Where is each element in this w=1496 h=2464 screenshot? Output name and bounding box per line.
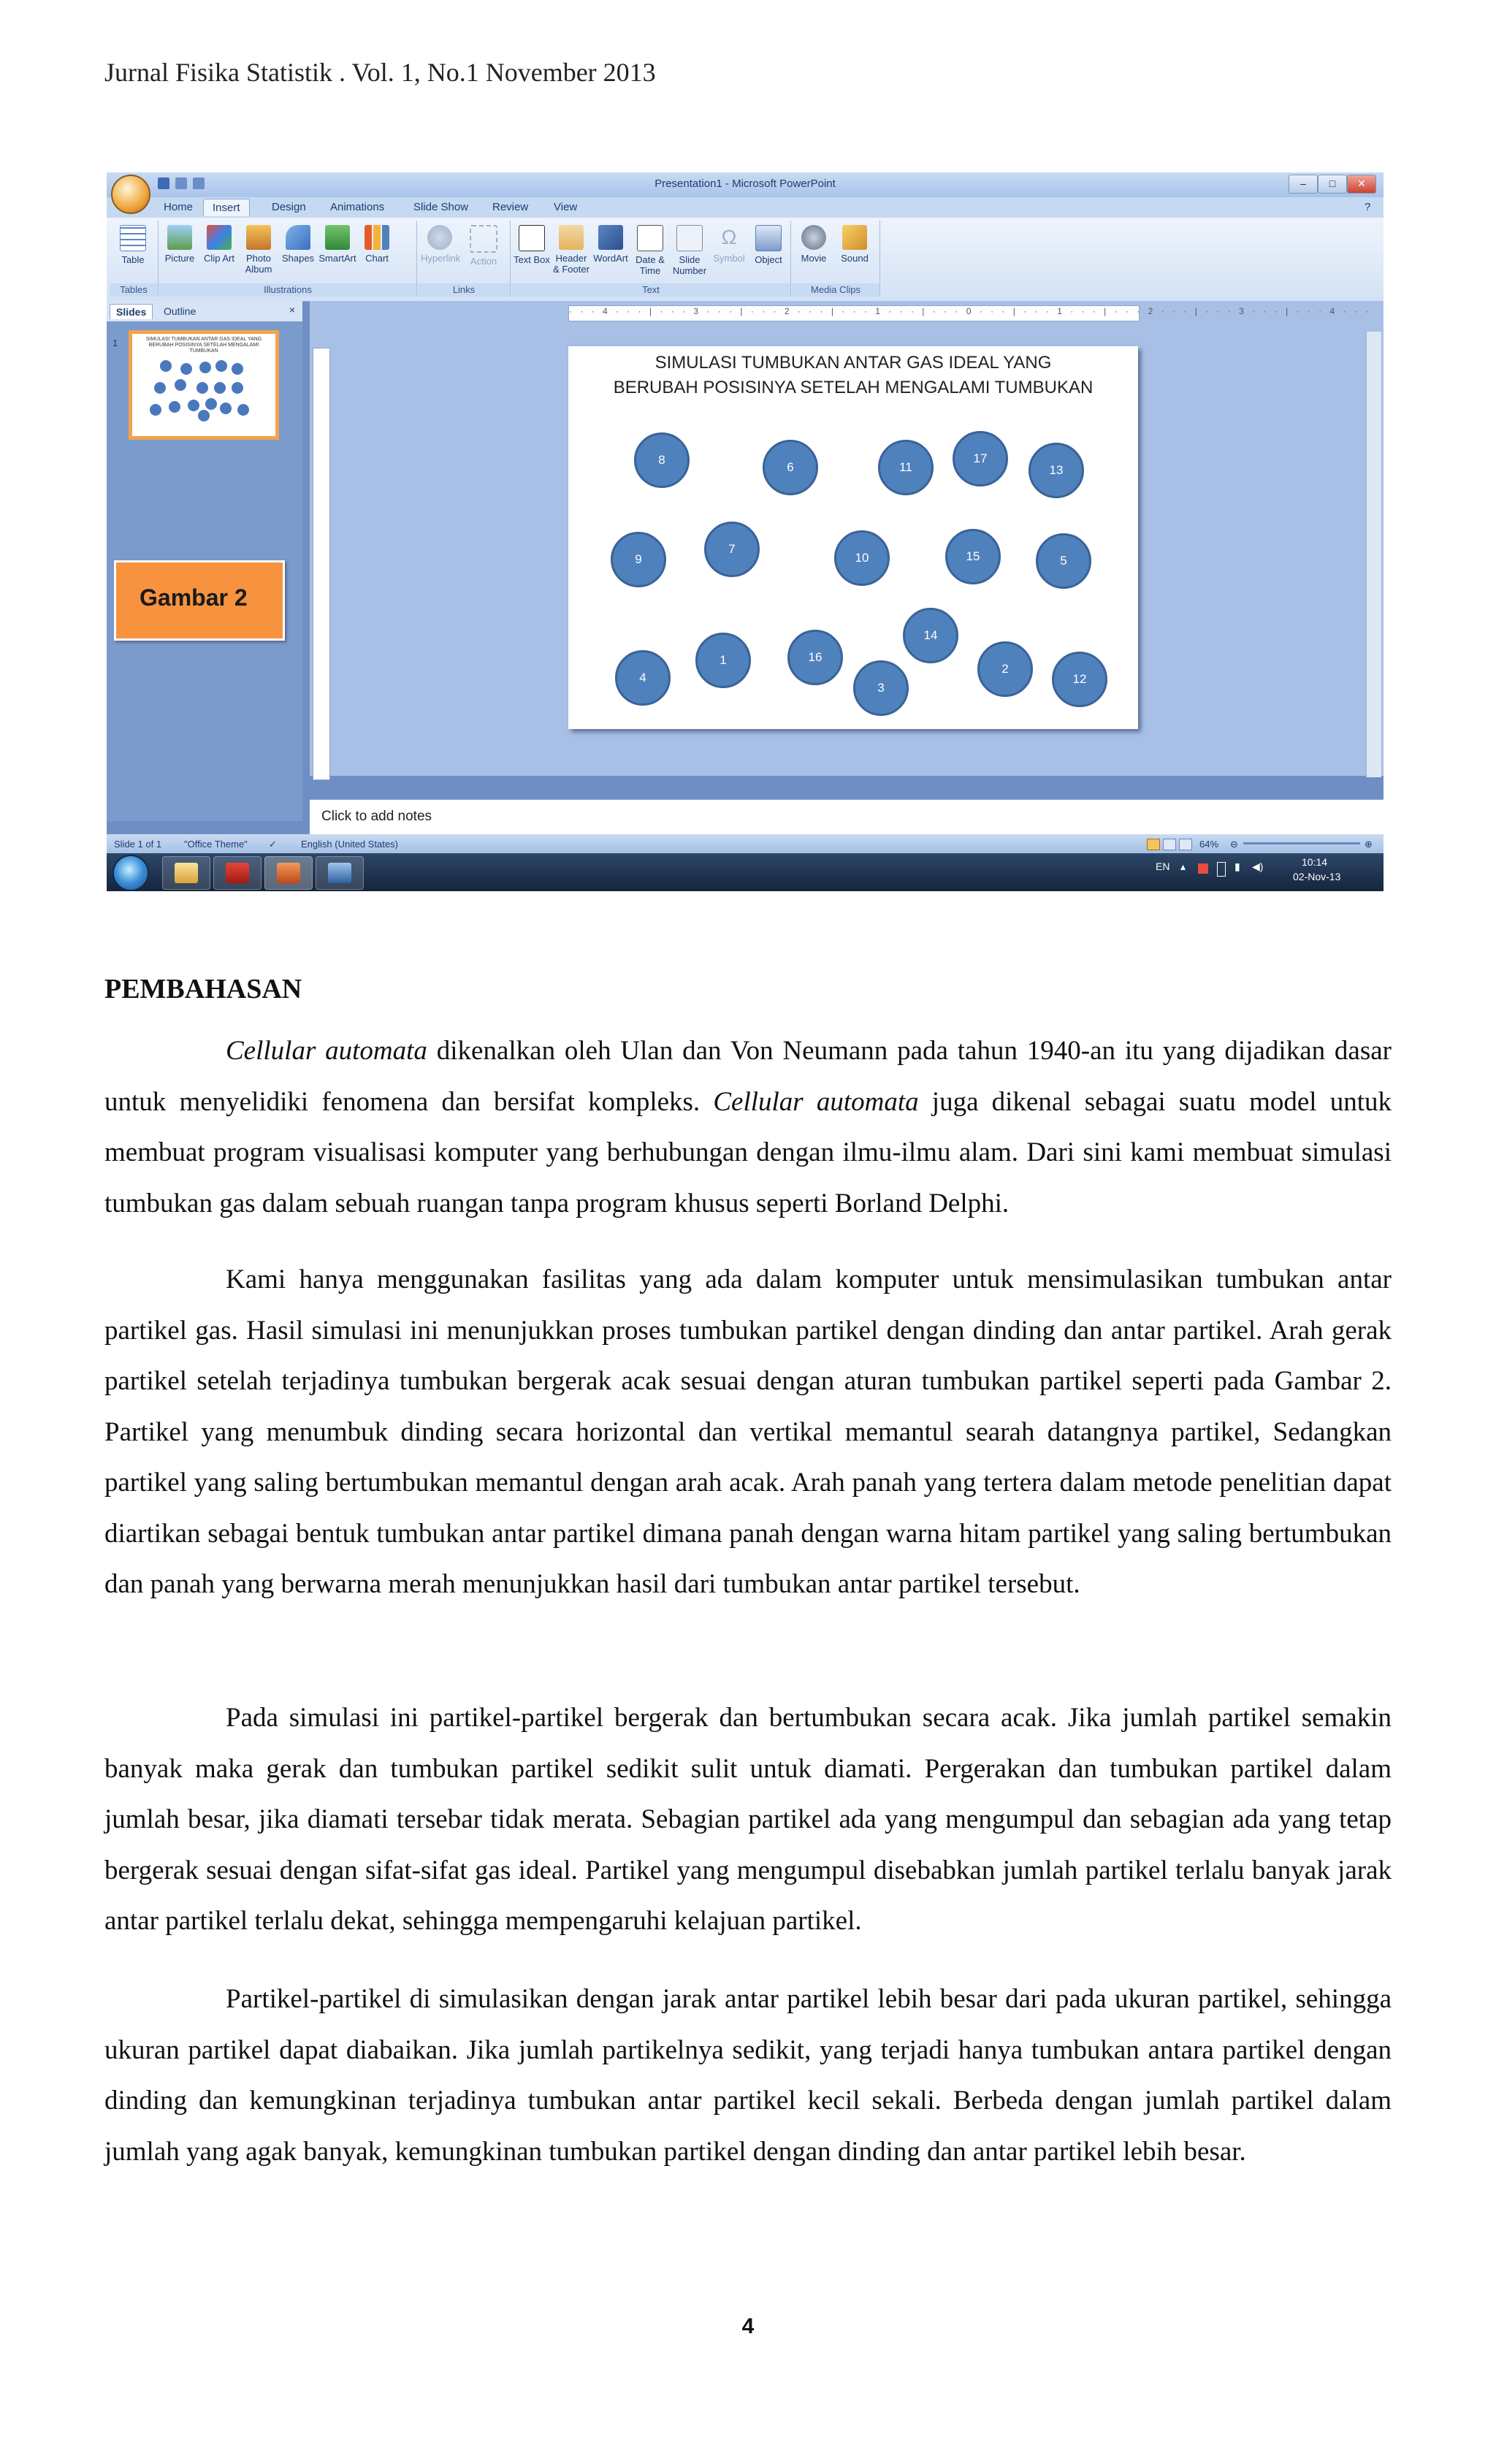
- particle[interactable]: 14: [903, 608, 958, 663]
- thumbnail-particle: [150, 404, 161, 416]
- movie-button[interactable]: Movie: [795, 225, 833, 264]
- tray-network-icon[interactable]: ▮: [1234, 861, 1240, 872]
- smartart-button[interactable]: SmartArt: [318, 225, 356, 264]
- particle[interactable]: 9: [611, 532, 666, 587]
- folder-icon: [175, 863, 198, 883]
- particle[interactable]: 7: [704, 522, 760, 577]
- paragraph-text: Kami hanya menggunakan fasilitas yang ada dalam komputer untuk mensimulasikan tumbukan antar partikel gas. Hasil simulasi ini menunjukkan proses tumbukan partikel dengan dinding dan antar partikel. Arah gerak partikel setelah terjadinya tumbukan bergerak acak sesuai dengan aturan tumbukan partikel seperti pada Gambar 2. Partikel yang menumbuk dinding secara horizontal dan vertikal memantul searah datangnya partikel, Sedangkan partikel yang saling bertumbukan memantul dengan arah acak. Arah panah yang tertera dalam metode penelitian dapat diartikan sebagai bentuk tumbukan antar partikel dimana panah dengan warna hitam partikel yang saling bertumbukan dan panah yang berwarna merah menunjukkan hasil dari tumbukan antar partikel tersebut.: [104, 1265, 1392, 1599]
- particle[interactable]: 12: [1052, 652, 1107, 707]
- tab-view[interactable]: View: [554, 201, 578, 213]
- italic-term: Cellular automata: [226, 1036, 427, 1066]
- ribbon-group-illustrations: [159, 221, 417, 297]
- object-button[interactable]: Object: [749, 225, 787, 265]
- slides-pane: [107, 301, 302, 821]
- calendar-icon: [637, 225, 663, 251]
- paragraph: [104, 1974, 1392, 2177]
- taskbar-explorer[interactable]: [162, 856, 210, 890]
- gambar-label-box: [114, 560, 285, 641]
- powerpoint-icon: [277, 863, 300, 883]
- zoom-level[interactable]: 64%: [1199, 839, 1219, 850]
- picture-button[interactable]: Picture: [161, 225, 199, 264]
- tray-date[interactable]: 02-Nov-13: [1293, 871, 1341, 882]
- particle[interactable]: 5: [1036, 533, 1091, 589]
- ribbon: [107, 218, 1384, 302]
- zoom-in-button[interactable]: ⊕: [1365, 839, 1373, 850]
- paragraph: [104, 1026, 1392, 1229]
- taskbar-powerpoint[interactable]: [264, 856, 313, 890]
- help-icon[interactable]: ?: [1365, 201, 1371, 213]
- horizontal-ruler: · · · 4 · · · | · · · 3 · · · | · · · 2 · · · | · · · 1 · · · | · · · 0 · · · | · · · 1 · · · | · · · 2 · · · | · · · 3 · · · | · · · 4 · · ·: [568, 305, 1140, 321]
- tab-slide-show[interactable]: Slide Show: [413, 201, 469, 213]
- language-indicator[interactable]: English (United States): [301, 839, 398, 850]
- window-titlebar: [107, 172, 1384, 197]
- wordart-button[interactable]: WordArt: [592, 225, 630, 264]
- thumbnail-number: 1: [112, 337, 118, 348]
- italic-term: Cellular automata: [713, 1086, 919, 1117]
- tab-design[interactable]: Design: [272, 201, 306, 213]
- thumbnail-particle: [196, 382, 208, 394]
- tray-flag-icon[interactable]: [1198, 863, 1208, 874]
- object-icon: [755, 225, 782, 251]
- particle[interactable]: 13: [1028, 443, 1084, 498]
- view-normal-button[interactable]: [1147, 839, 1160, 850]
- close-button[interactable]: ✕: [1347, 175, 1376, 194]
- thumbnail-particle: [160, 360, 172, 372]
- sound-button[interactable]: Sound: [836, 225, 874, 264]
- group-label: Text: [511, 283, 790, 297]
- movie-icon: [801, 225, 826, 250]
- table-button[interactable]: Table: [114, 225, 152, 265]
- window-title: Presentation1 - Microsoft PowerPoint: [654, 178, 836, 190]
- particle[interactable]: 16: [787, 630, 843, 685]
- thumbnail-particle: [215, 360, 227, 372]
- thumbnail-particle: [169, 401, 180, 413]
- notes-placeholder: Click to add notes: [321, 809, 432, 824]
- view-sorter-button[interactable]: [1163, 839, 1176, 850]
- office-button[interactable]: [111, 175, 150, 214]
- shapes-icon: [286, 225, 310, 250]
- tab-insert[interactable]: Insert: [203, 199, 250, 216]
- smartart-icon: [325, 225, 350, 250]
- windows-taskbar: [107, 853, 1384, 891]
- hyperlink-button[interactable]: Hyperlink: [421, 225, 459, 264]
- action-icon: [470, 225, 497, 253]
- group-label: Links: [418, 283, 510, 297]
- slide-counter: Slide 1 of 1: [114, 839, 162, 850]
- particle[interactable]: 4: [615, 650, 671, 706]
- powerpoint-screenshot-figure: [107, 172, 1384, 891]
- pdf-icon: [226, 863, 249, 883]
- tab-animations[interactable]: Animations: [330, 201, 385, 213]
- ribbon-group-text: [511, 221, 791, 297]
- taskbar-app[interactable]: [316, 856, 364, 890]
- particle[interactable]: 10: [834, 530, 890, 586]
- thumbnail-particle: [214, 382, 226, 394]
- tab-review[interactable]: Review: [492, 201, 529, 213]
- ribbon-group-tables: [110, 221, 159, 297]
- thumbnail-particle: [175, 379, 186, 391]
- start-button[interactable]: [112, 855, 149, 891]
- hyperlink-icon: [427, 225, 452, 250]
- taskbar-acrobat[interactable]: [213, 856, 262, 890]
- tray-battery-icon[interactable]: [1217, 862, 1226, 877]
- chart-button[interactable]: Chart: [358, 225, 396, 264]
- photo-album-button[interactable]: Photo Album: [240, 225, 278, 275]
- notes-pane[interactable]: [310, 799, 1384, 835]
- paragraph: [104, 1254, 1392, 1610]
- tray-volume-icon[interactable]: ◀): [1252, 861, 1264, 872]
- paragraph-text: Pada simulasi ini partikel-partikel bergerak dan bertumbukan secara acak. Jika jumlah partikel semakin banyak maka gerak dan tumbukan partikel sedikit sulit untuk diamati. Pergerakan dan tumbukan partikel dalam jumlah besar, jika diamati tersebar tidak merata. Sebagian partikel ada yang mengumpul dan sebagian ada yang tetap bergerak sesuai dengan sifat-sifat gas ideal. Partikel yang mengumpul disebabkan jumlah partikel terlalu banyak jarak antar partikel terlalu dekat, sehingga mempengaruhi kelajuan partikel.: [104, 1703, 1392, 1936]
- slide-canvas[interactable]: [568, 346, 1138, 729]
- table-icon: [120, 225, 146, 251]
- zoom-out-button[interactable]: ⊖: [1230, 839, 1238, 850]
- thumbnail-particle: [199, 362, 211, 373]
- speaker-icon: [842, 225, 867, 250]
- particle[interactable]: 1: [695, 633, 751, 688]
- particle[interactable]: 3: [853, 660, 909, 716]
- page-number: 4: [741, 2314, 755, 2338]
- action-button[interactable]: Action: [465, 225, 503, 267]
- particle[interactable]: 17: [953, 431, 1008, 487]
- photo-album-icon: [246, 225, 271, 250]
- theme-name: "Office Theme": [184, 839, 248, 850]
- maximize-button[interactable]: □: [1318, 175, 1347, 194]
- group-label: Tables: [110, 283, 158, 297]
- header-footer-button[interactable]: Header & Footer: [552, 225, 590, 275]
- minimize-button[interactable]: –: [1289, 175, 1318, 194]
- section-heading: PEMBAHASAN: [104, 974, 302, 1004]
- picture-icon: [167, 225, 192, 250]
- thumbnail-particle: [220, 403, 232, 414]
- wordart-icon: [598, 225, 623, 250]
- thumbnail-particle: [180, 363, 192, 375]
- pane-tabs: [107, 301, 302, 321]
- thumbnail-particle: [188, 400, 199, 411]
- status-bar: [107, 834, 1384, 853]
- particle[interactable]: 11: [878, 440, 934, 495]
- gambar-label: Gambar 2: [140, 584, 248, 611]
- tray-show-hidden-icon[interactable]: ▴: [1180, 861, 1186, 872]
- text-box-button[interactable]: Text Box: [513, 225, 551, 265]
- date-time-button[interactable]: Date & Time: [631, 225, 669, 276]
- text-box-icon: [519, 225, 545, 251]
- paragraph: [104, 1693, 1392, 1947]
- ribbon-tabs: [107, 197, 1384, 218]
- view-slideshow-button[interactable]: [1179, 839, 1192, 850]
- paragraph-text: dikenalkan oleh Ulan dan Von Neumann pada tahun 1940-an itu yang dijadikan dasar untuk menyelidiki fenomena dan bersifat kompleks.: [104, 1036, 1392, 1117]
- header-footer-icon: [559, 225, 584, 250]
- chart-icon: [365, 225, 389, 250]
- tray-language[interactable]: EN: [1156, 861, 1170, 872]
- ribbon-group-media-clips: [792, 221, 880, 297]
- thumbnail-particle: [198, 410, 210, 422]
- clip-art-button[interactable]: Clip Art: [200, 225, 238, 264]
- thumbnail-particle: [232, 382, 243, 394]
- thumbnail-particle: [232, 363, 243, 375]
- app-icon: [328, 863, 351, 883]
- paragraph-text: juga dikenal sebagai suatu model untuk membuat program visualisasi komputer yang berhubungan dengan ilmu-ilmu alam. Dari sini kami membuat simulasi tumbukan gas dalam sebuah ruangan tanpa program khusus seperti Borland Delphi.: [104, 1086, 1392, 1218]
- vertical-ruler: [313, 348, 330, 780]
- particle[interactable]: 8: [634, 432, 690, 488]
- slide-number-icon: [676, 225, 703, 251]
- zoom-slider[interactable]: [1243, 842, 1360, 844]
- slide-title[interactable]: SIMULASI TUMBUKAN ANTAR GAS IDEAL YANG BERUBAH POSISINYA SETELAH MENGALAMI TUMBUKAN: [613, 353, 1094, 397]
- group-label: Illustrations: [159, 283, 416, 297]
- running-head: Jurnal Fisika Statistik . Vol. 1, No.1 November 2013: [104, 58, 656, 87]
- tab-outline[interactable]: Outline: [164, 305, 196, 317]
- thumbnail-particle: [237, 404, 249, 416]
- group-label: Media Clips: [792, 283, 879, 297]
- slide-thumbnail[interactable]: [129, 330, 279, 440]
- vertical-scrollbar[interactable]: [1366, 332, 1381, 777]
- close-icon[interactable]: ×: [289, 304, 295, 316]
- tray-time[interactable]: 10:14: [1302, 856, 1328, 868]
- clip-art-icon: [207, 225, 232, 250]
- particle[interactable]: 15: [945, 529, 1001, 584]
- particle[interactable]: 2: [977, 641, 1033, 697]
- ribbon-group-links: [418, 221, 511, 297]
- shapes-button[interactable]: Shapes: [279, 225, 317, 264]
- thumbnail-particle: [154, 382, 166, 394]
- thumbnail-particle: [205, 398, 217, 410]
- symbol-icon: Ω: [721, 226, 737, 248]
- thumbnail-title: SIMULASI TUMBUKAN ANTAR GAS IDEAL YANG BERUBAH POSISINYA SETELAH MENGALAMI TUMBUKAN: [145, 337, 262, 354]
- symbol-button[interactable]: Ω Symbol: [713, 226, 745, 264]
- tab-slides[interactable]: Slides: [110, 304, 153, 319]
- paragraph-text: Partikel-partikel di simulasikan dengan jarak antar partikel lebih besar dari pada ukuran partikel, sehingga ukuran partikel dapat diabaikan. Jika jumlah partikelnya sedikit, yang terjadi hanya tumbukan antara partikel dengan dinding dan kemungkinan terjadinya tumbukan antar partikel kecil sekali. Berbeda dengan jumlah partikel dalam jumlah yang agak banyak, kemungkinan tumbukan partikel dengan dinding dan antar partikel lebih besar.: [104, 1984, 1392, 2167]
- particle[interactable]: 6: [763, 440, 818, 495]
- spellcheck-icon[interactable]: ✓: [269, 839, 277, 850]
- tab-home[interactable]: Home: [164, 201, 194, 213]
- slide-number-button[interactable]: Slide Number: [671, 225, 709, 276]
